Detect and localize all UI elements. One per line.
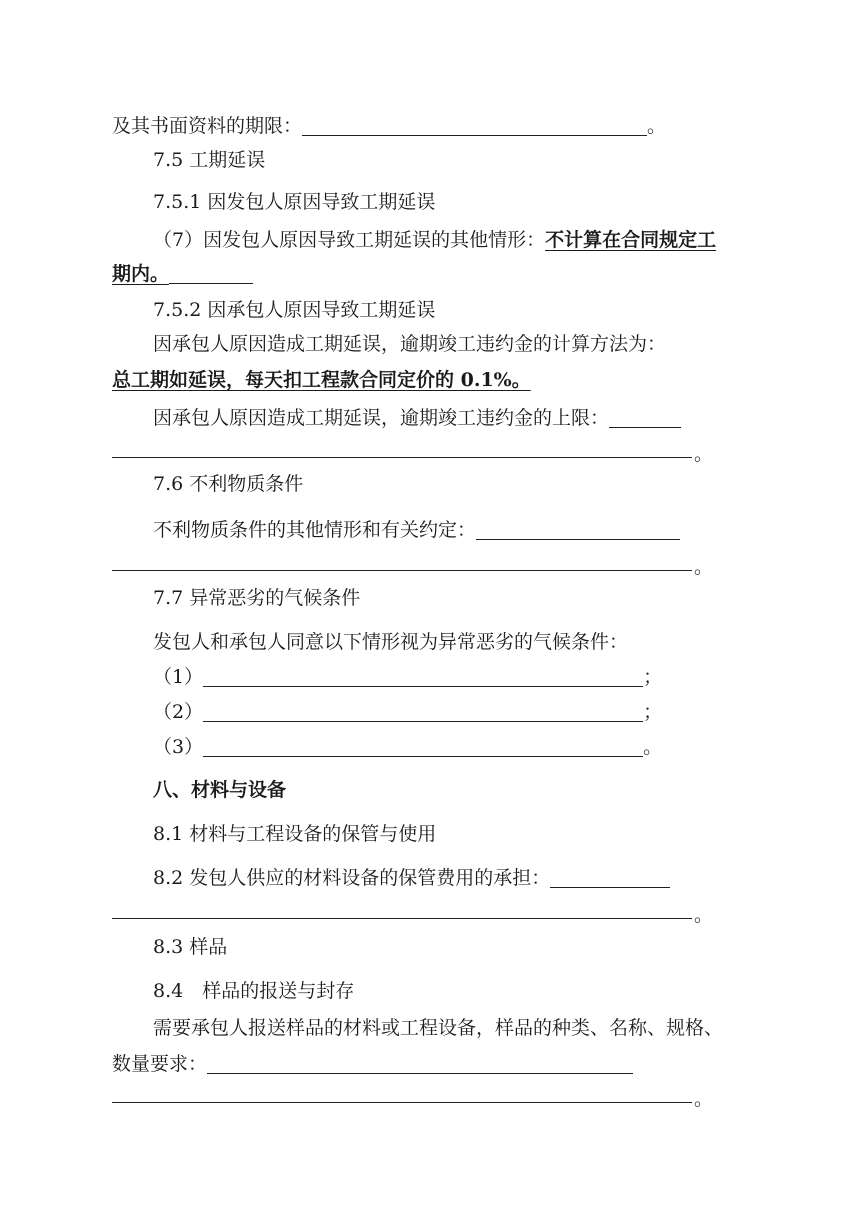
section-8-3-heading: 8.3 样品 (153, 936, 228, 958)
section-8-1-heading: 8.1 材料与工程设备的保管与使用 (153, 823, 437, 845)
adverse-other-label: 不利物质条件的其他情形和有关约定： (153, 519, 477, 541)
section-8-2-blank[interactable] (550, 867, 670, 888)
period-mark: 。 (694, 904, 714, 926)
semicolon-mark: ； (643, 666, 663, 688)
period-mark: 。 (647, 115, 667, 137)
period-mark: 。 (694, 556, 714, 578)
deadline-blank[interactable] (302, 115, 647, 136)
adverse-other-blank[interactable] (476, 519, 680, 540)
section-8-4-heading: 8.4 样品的报送与封存 (153, 980, 355, 1002)
penalty-cap-blank[interactable] (609, 407, 681, 428)
sample-requirement-blank[interactable] (207, 1053, 633, 1074)
sample-requirement-label: 数量要求： (112, 1053, 208, 1075)
section-7-5-1-heading: 7.5.1 因发包人原因导致工期延误 (153, 191, 436, 213)
deadline-line (112, 112, 666, 140)
weather-item-3 (153, 733, 662, 761)
weather-item-2 (153, 698, 662, 726)
weather-intro: 发包人和承包人同意以下情形视为异常恶劣的气候条件： (153, 631, 629, 653)
section-7-7-heading: 7.7 异常恶劣的气候条件 (153, 587, 361, 609)
item-3-blank[interactable] (203, 736, 643, 757)
clause-7-prefix: （7）因发包人原因导致工期延误的其他情形： (153, 229, 546, 251)
section-7-5-2-heading: 7.5.2 因承包人原因导致工期延误 (153, 299, 436, 321)
period-mark: 。 (694, 443, 714, 465)
item-3-label: （3） (153, 736, 204, 758)
clause-7-line (153, 226, 716, 254)
penalty-cap-line (153, 404, 681, 432)
penalty-method-fill: 总工期如延误，每天扣工程款合同定价的 0.1%。 (112, 369, 531, 391)
section-7-6-heading: 7.6 不利物质条件 (153, 473, 304, 495)
clause-7-fill-b: 期内。 (112, 263, 170, 285)
semicolon-mark: ； (643, 701, 663, 723)
section-8-2-rule[interactable] (112, 918, 692, 919)
penalty-cap-rule[interactable] (112, 457, 692, 458)
section-8-2-label: 8.2 发包人供应的材料设备的保管费用的承担： (153, 867, 551, 889)
clause-7-continuation (112, 260, 253, 288)
section-8-2-line (153, 864, 670, 892)
section-7-5-heading: 7.5 工期延误 (153, 149, 266, 171)
sample-requirement-line-a: 需要承包人报送样品的材料或工程设备，样品的种类、名称、规格、 (153, 1017, 724, 1039)
item-2-label: （2） (153, 701, 204, 723)
penalty-cap-label: 因承包人原因造成工期延误，逾期竣工违约金的上限： (153, 407, 610, 429)
item-2-blank[interactable] (203, 701, 643, 722)
item-1-label: （1） (153, 666, 204, 688)
sample-requirement-rule[interactable] (112, 1102, 692, 1103)
deadline-label: 及其书面资料的期限： (112, 115, 303, 137)
adverse-other-line (153, 516, 680, 544)
penalty-method-label: 因承包人原因造成工期延误，逾期竣工违约金的计算方法为： (153, 333, 667, 355)
period-mark: 。 (643, 736, 663, 758)
adverse-other-rule[interactable] (112, 570, 692, 571)
weather-item-1 (153, 663, 662, 691)
clause-7-blank[interactable] (169, 263, 253, 284)
chapter-8-heading: 八、材料与设备 (153, 779, 287, 801)
clause-7-fill-a: 不计算在合同规定工 (545, 229, 717, 251)
period-mark: 。 (694, 1088, 714, 1110)
sample-requirement-line-b (112, 1050, 633, 1078)
item-1-blank[interactable] (203, 666, 643, 687)
